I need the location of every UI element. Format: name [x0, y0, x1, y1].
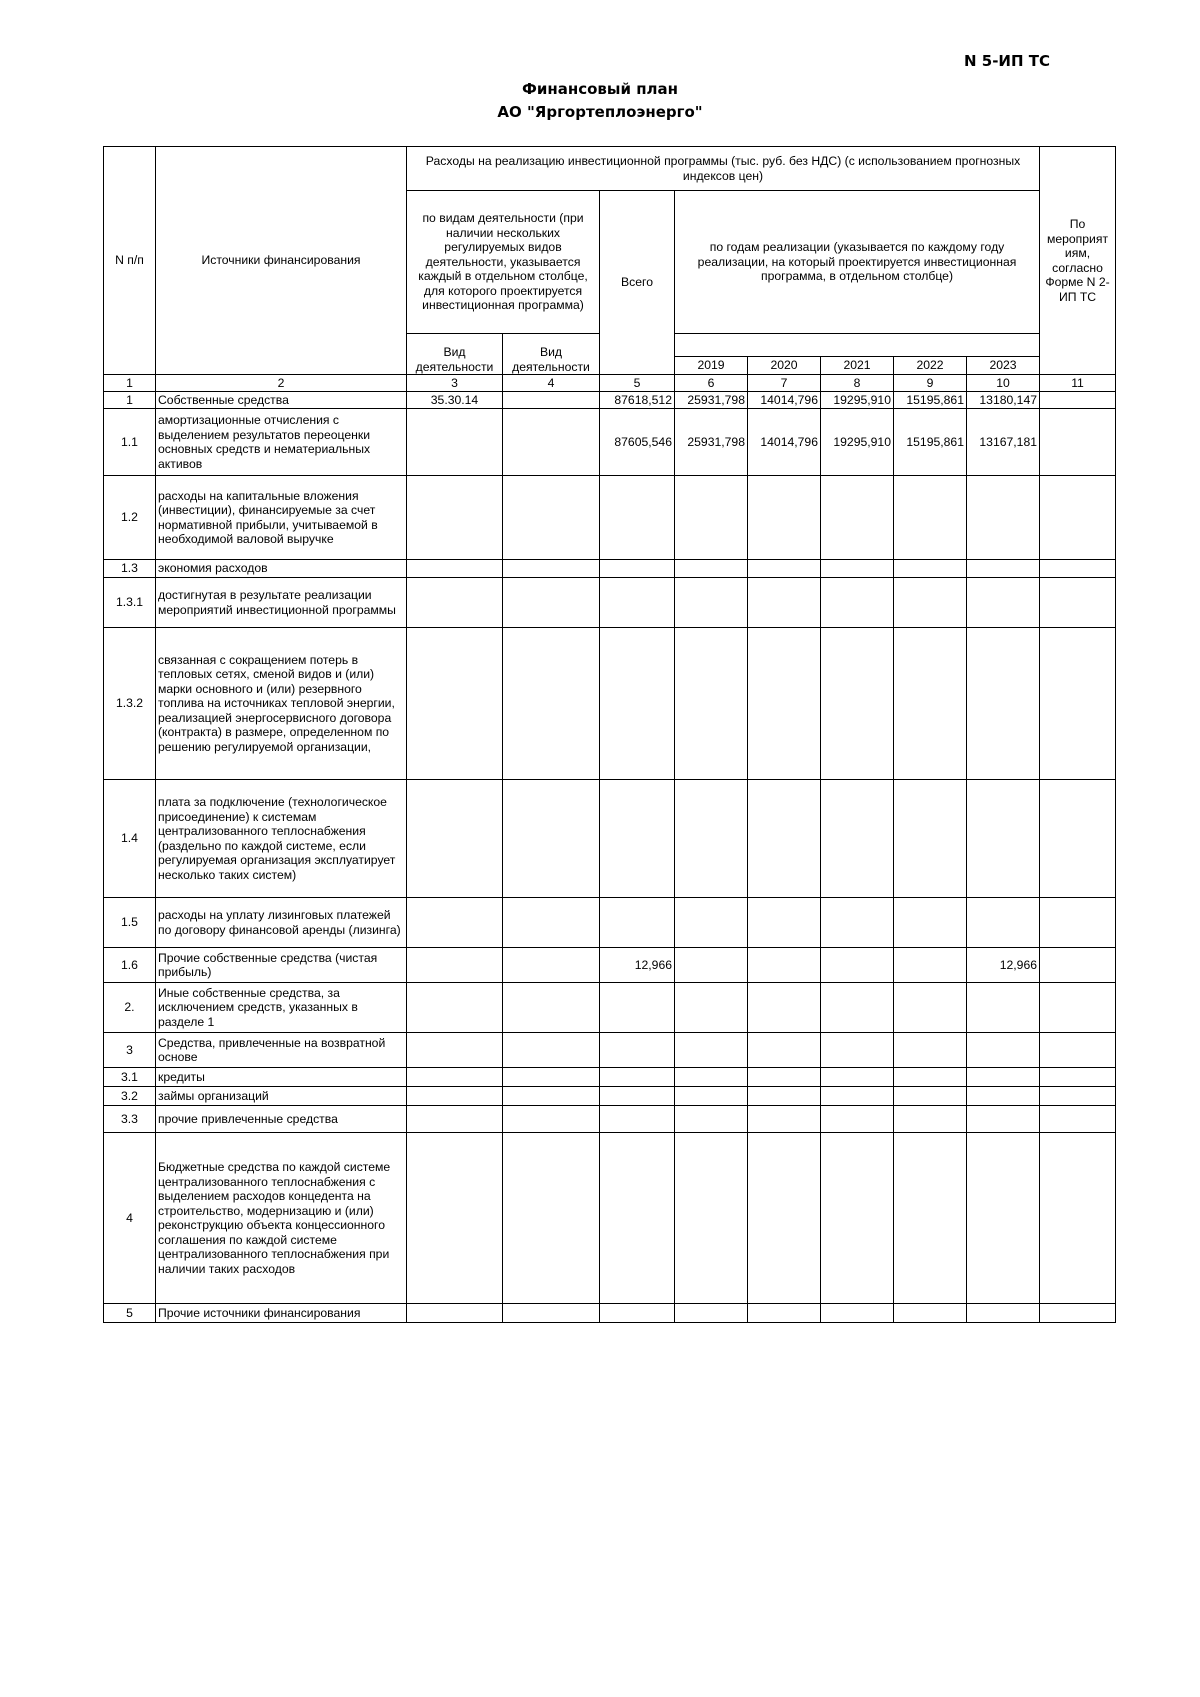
table-row	[104, 898, 1116, 948]
row-number: 3.3	[104, 1106, 156, 1133]
cell-by-measures	[1040, 780, 1116, 898]
year-2021: 2021	[821, 357, 894, 375]
table-row	[104, 1106, 1116, 1133]
cell-activity-1	[407, 476, 503, 560]
cell-activity-1: 35.30.14	[407, 392, 503, 409]
column-number: 6	[675, 375, 748, 392]
cell-activity-1	[407, 628, 503, 780]
cell-2021	[821, 1304, 894, 1323]
row-source-name: Прочие источники финансирования	[156, 1304, 407, 1323]
cell-2022	[894, 1106, 967, 1133]
column-number: 3	[407, 375, 503, 392]
cell-2019: 25931,798	[675, 409, 748, 476]
form-number: N 5-ИП ТС	[963, 52, 1050, 70]
cell-activity-2	[503, 409, 600, 476]
cell-2023	[967, 780, 1040, 898]
cell-activity-2	[503, 1087, 600, 1106]
cell-total	[600, 1133, 675, 1304]
cell-activity-2	[503, 560, 600, 578]
cell-activity-1	[407, 898, 503, 948]
cell-total	[600, 1304, 675, 1323]
header-years-spacer-2	[675, 342, 1040, 357]
cell-2020	[748, 476, 821, 560]
cell-2019	[675, 628, 748, 780]
row-number: 1.4	[104, 780, 156, 898]
cell-2021	[821, 1068, 894, 1087]
row-source-name: кредиты	[156, 1068, 407, 1087]
column-number: 1	[104, 375, 156, 392]
cell-activity-2	[503, 1133, 600, 1304]
cell-2020	[748, 898, 821, 948]
cell-total	[600, 476, 675, 560]
column-number: 5	[600, 375, 675, 392]
cell-activity-2	[503, 983, 600, 1033]
cell-2021	[821, 948, 894, 983]
cell-2020	[748, 1033, 821, 1068]
cell-2022	[894, 1068, 967, 1087]
column-numbers-row	[104, 375, 1116, 392]
cell-total: 87618,512	[600, 392, 675, 409]
cell-2022: 15195,861	[894, 409, 967, 476]
cell-2023	[967, 1133, 1040, 1304]
cell-2021	[821, 1106, 894, 1133]
column-number: 11	[1040, 375, 1116, 392]
table-body	[104, 392, 1116, 1323]
cell-2021	[821, 898, 894, 948]
header-years-spacer	[675, 334, 1040, 342]
cell-2022	[894, 560, 967, 578]
row-source-name: Собственные средства	[156, 392, 407, 409]
row-source-name: расходы на уплату лизинговых платежей по договору финансовой аренды (лизинга)	[156, 898, 407, 948]
cell-2019	[675, 1304, 748, 1323]
table-row	[104, 628, 1116, 780]
cell-by-measures	[1040, 476, 1116, 560]
row-source-name: займы организаций	[156, 1087, 407, 1106]
cell-2023	[967, 983, 1040, 1033]
column-number: 9	[894, 375, 967, 392]
cell-2020: 14014,796	[748, 409, 821, 476]
document-title: Финансовый план	[521, 80, 679, 98]
cell-by-measures	[1040, 1033, 1116, 1068]
cell-2020	[748, 780, 821, 898]
cell-by-measures	[1040, 948, 1116, 983]
header-by-years: по годам реализации (указывается по каждому году реализации, на который проектируется инвестиционная программа, в отдельном столбце)	[675, 191, 1040, 334]
cell-activity-2	[503, 780, 600, 898]
cell-by-measures	[1040, 1068, 1116, 1087]
row-number: 1	[104, 392, 156, 409]
cell-activity-2	[503, 1106, 600, 1133]
cell-2022	[894, 476, 967, 560]
cell-activity-2	[503, 948, 600, 983]
cell-2020	[748, 948, 821, 983]
table-row	[104, 1068, 1116, 1087]
cell-activity-1	[407, 948, 503, 983]
year-2020: 2020	[748, 357, 821, 375]
cell-activity-1	[407, 560, 503, 578]
cell-2023	[967, 1106, 1040, 1133]
year-2019: 2019	[675, 357, 748, 375]
row-source-name: Иные собственные средства, за исключением средств, указанных в разделе 1	[156, 983, 407, 1033]
cell-2020	[748, 1068, 821, 1087]
cell-activity-2	[503, 898, 600, 948]
cell-by-measures	[1040, 1106, 1116, 1133]
cell-activity-1	[407, 409, 503, 476]
cell-2021	[821, 1033, 894, 1068]
row-source-name: Бюджетные средства по каждой системе централизованного теплоснабжения с выделением расходов концедента на строительство, модернизацию и (или) реконструкцию объекта концессионного соглашения по каждой системе централизованного теплоснабжения при наличии таких расходов	[156, 1133, 407, 1304]
cell-2023	[967, 898, 1040, 948]
cell-by-measures	[1040, 628, 1116, 780]
row-source-name: амортизационные отчисления с выделением результатов переоценки основных средств и нематериальных активов	[156, 409, 407, 476]
table-row	[104, 1087, 1116, 1106]
cell-2019	[675, 1106, 748, 1133]
header-by-measures: По мероприят иям, согласно Форме N 2-ИП ТС	[1040, 147, 1116, 375]
cell-2022	[894, 1087, 967, 1106]
cell-activity-1	[407, 1106, 503, 1133]
cell-2022	[894, 780, 967, 898]
cell-2023	[967, 578, 1040, 628]
column-number: 2	[156, 375, 407, 392]
cell-2022	[894, 628, 967, 780]
cell-2023: 12,966	[967, 948, 1040, 983]
cell-2021	[821, 628, 894, 780]
cell-total	[600, 780, 675, 898]
cell-activity-2	[503, 1304, 600, 1323]
row-number: 1.6	[104, 948, 156, 983]
cell-2021	[821, 578, 894, 628]
cell-total	[600, 1033, 675, 1068]
cell-total: 87605,546	[600, 409, 675, 476]
cell-2019	[675, 476, 748, 560]
cell-activity-1	[407, 780, 503, 898]
cell-2023	[967, 476, 1040, 560]
cell-2020	[748, 578, 821, 628]
cell-2019	[675, 1133, 748, 1304]
cell-activity-2	[503, 578, 600, 628]
cell-activity-1	[407, 1087, 503, 1106]
cell-activity-1	[407, 1068, 503, 1087]
header-activity-1: Вид деятельности	[407, 334, 503, 375]
cell-2021	[821, 476, 894, 560]
cell-2019	[675, 1087, 748, 1106]
cell-2022	[894, 1133, 967, 1304]
column-number: 7	[748, 375, 821, 392]
cell-2022: 15195,861	[894, 392, 967, 409]
row-source-name: плата за подключение (технологическое присоединение) к системам централизованного теплоснабжения (раздельно по каждой системе, если регулируемая организация эксплуатирует несколько таких систем)	[156, 780, 407, 898]
table-row	[104, 392, 1116, 409]
table-row	[104, 476, 1116, 560]
cell-total	[600, 628, 675, 780]
cell-by-measures	[1040, 409, 1116, 476]
cell-2022	[894, 898, 967, 948]
cell-by-measures	[1040, 898, 1116, 948]
cell-by-measures	[1040, 1087, 1116, 1106]
cell-2022	[894, 578, 967, 628]
cell-2023	[967, 1304, 1040, 1323]
cell-2019: 25931,798	[675, 392, 748, 409]
cell-2019	[675, 560, 748, 578]
row-number: 3.2	[104, 1087, 156, 1106]
cell-2023	[967, 628, 1040, 780]
cell-2020: 14014,796	[748, 392, 821, 409]
table-row	[104, 948, 1116, 983]
cell-by-measures	[1040, 392, 1116, 409]
cell-2019	[675, 898, 748, 948]
column-number: 4	[503, 375, 600, 392]
cell-2020	[748, 1106, 821, 1133]
cell-activity-1	[407, 983, 503, 1033]
table-row	[104, 560, 1116, 578]
cell-by-measures	[1040, 983, 1116, 1033]
cell-activity-2	[503, 392, 600, 409]
cell-2022	[894, 983, 967, 1033]
row-source-name: прочие привлеченные средства	[156, 1106, 407, 1133]
cell-by-measures	[1040, 560, 1116, 578]
financial-plan-table	[103, 146, 1116, 1323]
cell-activity-2	[503, 1033, 600, 1068]
row-source-name: Прочие собственные средства (чистая прибыль)	[156, 948, 407, 983]
table-row	[104, 409, 1116, 476]
header-by-activity: по видам деятельности (при наличии нескольких регулируемых видов деятельности, указывается каждый в отдельном столбце, для которого проектируется инвестиционная программа)	[407, 191, 600, 334]
cell-activity-1	[407, 578, 503, 628]
cell-2019	[675, 983, 748, 1033]
cell-2023: 13180,147	[967, 392, 1040, 409]
cell-2021	[821, 1087, 894, 1106]
cell-2021: 19295,910	[821, 392, 894, 409]
cell-total	[600, 983, 675, 1033]
year-2022: 2022	[894, 357, 967, 375]
cell-2021	[821, 560, 894, 578]
year-2023: 2023	[967, 357, 1040, 375]
row-number: 5	[104, 1304, 156, 1323]
cell-2022	[894, 1033, 967, 1068]
cell-2021: 19295,910	[821, 409, 894, 476]
cell-2023	[967, 1087, 1040, 1106]
cell-2019	[675, 948, 748, 983]
cell-2019	[675, 578, 748, 628]
cell-2023	[967, 560, 1040, 578]
cell-by-measures	[1040, 1304, 1116, 1323]
cell-total: 12,966	[600, 948, 675, 983]
column-number: 8	[821, 375, 894, 392]
table-row	[104, 1033, 1116, 1068]
table-row	[104, 578, 1116, 628]
header-total: Всего	[600, 191, 675, 375]
row-number: 2.	[104, 983, 156, 1033]
header-n: N п/п	[104, 147, 156, 375]
cell-total	[600, 898, 675, 948]
cell-2022	[894, 1304, 967, 1323]
cell-2021	[821, 983, 894, 1033]
cell-by-measures	[1040, 1133, 1116, 1304]
column-number: 10	[967, 375, 1040, 392]
cell-2019	[675, 1068, 748, 1087]
cell-2020	[748, 983, 821, 1033]
table-row	[104, 1304, 1116, 1323]
row-number: 1.5	[104, 898, 156, 948]
cell-2019	[675, 1033, 748, 1068]
cell-activity-2	[503, 628, 600, 780]
cell-activity-1	[407, 1033, 503, 1068]
table-row	[104, 1133, 1116, 1304]
cell-2021	[821, 1133, 894, 1304]
cell-activity-2	[503, 476, 600, 560]
row-number: 3	[104, 1033, 156, 1068]
cell-2020	[748, 1304, 821, 1323]
cell-2020	[748, 1087, 821, 1106]
row-source-name: связанная с сокращением потерь в тепловых сетях, сменой видов и (или) марки основного и (или) резервного топлива на источниках тепловой энергии, реализацией энергосервисного договора (контракта) в размере, определенном по решению регулируемой организации,	[156, 628, 407, 780]
row-number: 1.3.1	[104, 578, 156, 628]
cell-2021	[821, 780, 894, 898]
cell-total	[600, 560, 675, 578]
cell-total	[600, 1087, 675, 1106]
cell-2023: 13167,181	[967, 409, 1040, 476]
row-source-name: расходы на капитальные вложения (инвестиции), финансируемые за счет нормативной прибыли, учитываемой в необходимой валовой выручке	[156, 476, 407, 560]
cell-2020	[748, 560, 821, 578]
cell-activity-2	[503, 1068, 600, 1087]
row-number: 1.1	[104, 409, 156, 476]
table-row	[104, 983, 1116, 1033]
row-source-name: Средства, привлеченные на возвратной основе	[156, 1033, 407, 1068]
header-sources: Источники финансирования	[156, 147, 407, 375]
row-number: 1.3.2	[104, 628, 156, 780]
cell-2023	[967, 1068, 1040, 1087]
cell-by-measures	[1040, 578, 1116, 628]
cell-total	[600, 1106, 675, 1133]
row-number: 1.3	[104, 560, 156, 578]
row-number: 1.2	[104, 476, 156, 560]
organization-name: АО "Яргортеплоэнерго"	[497, 103, 703, 121]
cell-total	[600, 578, 675, 628]
row-number: 3.1	[104, 1068, 156, 1087]
cell-activity-1	[407, 1133, 503, 1304]
cell-activity-1	[407, 1304, 503, 1323]
row-number: 4	[104, 1133, 156, 1304]
header-expenses: Расходы на реализацию инвестиционной программы (тыс. руб. без НДС) (с использованием прогнозных индексов цен)	[407, 147, 1040, 191]
table-row	[104, 780, 1116, 898]
cell-2023	[967, 1033, 1040, 1068]
cell-2020	[748, 1133, 821, 1304]
row-source-name: достигнутая в результате реализации мероприятий инвестиционной программы	[156, 578, 407, 628]
cell-2020	[748, 628, 821, 780]
row-source-name: экономия расходов	[156, 560, 407, 578]
cell-2022	[894, 948, 967, 983]
cell-2019	[675, 780, 748, 898]
header-activity-2: Вид деятельности	[503, 334, 600, 375]
cell-total	[600, 1068, 675, 1087]
